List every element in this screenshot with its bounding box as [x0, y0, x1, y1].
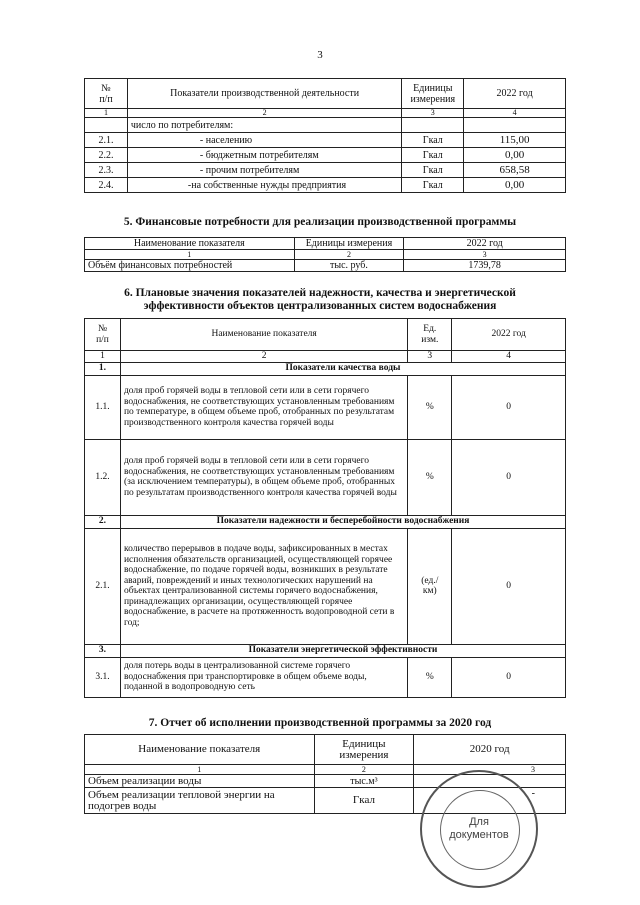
- row-unit: тыс.м³: [314, 775, 414, 788]
- table-row: [85, 528, 566, 644]
- row-value: 658,58: [464, 163, 566, 178]
- row-unit: Гкал: [402, 133, 464, 148]
- row-unit: (ед./ км): [408, 528, 452, 644]
- row-num: 2.1.: [85, 133, 128, 148]
- row-value: 0,00: [464, 148, 566, 163]
- table-row: [85, 657, 566, 697]
- index-cell: 1: [85, 250, 295, 260]
- row-name: -на собственные нужды предприятия: [127, 178, 401, 193]
- row-name: Объем реализации тепловой энергии на подогрев воды: [85, 788, 315, 814]
- section6-title: [0, 287, 640, 313]
- header-year: 2022 год: [404, 238, 566, 250]
- row-name: - бюджетным потребителям: [127, 148, 401, 163]
- row-num: 2.2.: [85, 148, 128, 163]
- row-unit: Гкал: [402, 178, 464, 193]
- header-indicator: Показатели производственной деятельности: [127, 79, 401, 109]
- index-cell: 3: [408, 351, 452, 363]
- header-indicator-name: Наименование показателя: [85, 735, 315, 765]
- row-text: количество перерывов в подаче воды, зафиксированных в местах исполнения обязательств организацией, осуществляющей горячее водоснабжение, по подаче горячей воды, возникших в результате аварий, повреждений и иных технологических нарушений на объектах централизованной системы горячего водоснабжения, принадлежащих организации, осуществляющей горячее водоснабжение, в расчете на протяженность водопроводной сети в год;: [120, 528, 407, 644]
- row-num: 2.4.: [85, 178, 128, 193]
- row-value: 0: [452, 528, 566, 644]
- row-name: - населению: [127, 133, 401, 148]
- group-title: Показатели качества воды: [120, 362, 565, 375]
- table-header-row: [85, 79, 566, 109]
- row-num: 3.1.: [85, 657, 121, 697]
- row-num: 2.1.: [85, 528, 121, 644]
- row-value: 0: [452, 439, 566, 515]
- group-num: 1.: [85, 362, 121, 375]
- section6-title-line1: 6. Плановые значения показателей надежности, качества и энергетической: [124, 287, 516, 299]
- index-row: [85, 109, 566, 118]
- header-unit: Единицы измерения: [314, 735, 414, 765]
- row-name: - прочим потребителям: [127, 163, 401, 178]
- table-row: [85, 148, 566, 163]
- section7-title: 7. Отчет об исполнении производственной программы за 2020 год: [148, 717, 492, 729]
- table-row: [85, 439, 566, 515]
- subheader-consumers: число по потребителям:: [127, 118, 401, 133]
- header-year: 2022 год: [464, 79, 566, 109]
- row-name: Объем реализации воды: [85, 775, 315, 788]
- row-unit: Гкал: [402, 148, 464, 163]
- row-unit: тыс. руб.: [294, 260, 404, 272]
- reliability-indicators-table: [84, 318, 566, 698]
- row-value: 1739,78: [404, 260, 566, 272]
- group-num: 2.: [85, 515, 121, 528]
- row-value: 0: [452, 657, 566, 697]
- table-row: [85, 118, 566, 133]
- index-cell: 3: [402, 109, 464, 118]
- index-cell: 4: [464, 109, 566, 118]
- header-num: № п/п: [85, 79, 128, 109]
- index-cell: 2: [314, 765, 414, 775]
- header-unit: Единицы измерения: [402, 79, 464, 109]
- header-num: № п/п: [85, 319, 121, 351]
- header-unit: Ед. изм.: [408, 319, 452, 351]
- group-row: [85, 644, 566, 657]
- row-text: доля проб горячей воды в тепловой сети или в сети горячего водоснабжения, не соответствующих установленным требованиям по температуре, в общем объеме проб, отобранных по результатам производственного контроля качества горячей воды: [120, 375, 407, 439]
- table-row: [85, 260, 566, 272]
- index-cell: 2: [294, 250, 404, 260]
- row-unit: Гкал: [314, 788, 414, 814]
- row-text: доля потерь воды в централизованной системе горячего водоснабжения при транспортировке в общем объеме воды, поданной в водопроводную сеть: [120, 657, 407, 697]
- table-row: [85, 163, 566, 178]
- index-cell: 3: [404, 250, 566, 260]
- group-title: Показатели надежности и бесперебойности водоснабжения: [120, 515, 565, 528]
- index-cell: 2: [127, 109, 401, 118]
- official-stamp: [420, 770, 538, 888]
- row-value: 0,00: [464, 178, 566, 193]
- table-header-row: [85, 238, 566, 250]
- row-unit: %: [408, 657, 452, 697]
- index-cell: 2: [120, 351, 407, 363]
- index-cell: 1: [85, 765, 315, 775]
- group-title: Показатели энергетической эффективности: [120, 644, 565, 657]
- header-year: 2020 год: [414, 735, 566, 765]
- production-indicators-table: [84, 78, 566, 193]
- table-row: [85, 178, 566, 193]
- row-num: 2.3.: [85, 163, 128, 178]
- row-value: -: [414, 788, 566, 814]
- row-unit: %: [408, 439, 452, 515]
- row-value: 0: [452, 375, 566, 439]
- index-cell: 1: [85, 351, 121, 363]
- row-value: 115,00: [464, 133, 566, 148]
- page-number: 3: [317, 49, 323, 61]
- empty-cell: [85, 118, 128, 133]
- table-header-row: [85, 319, 566, 351]
- financial-needs-table: [84, 237, 566, 272]
- group-row: [85, 362, 566, 375]
- row-name: Объём финансовых потребностей: [85, 260, 295, 272]
- row-num: 1.1.: [85, 375, 121, 439]
- table-row: [85, 375, 566, 439]
- table-row: [85, 133, 566, 148]
- section6-title-line2: эффективности объектов централизованных систем водоснабжения: [143, 300, 497, 312]
- section5-title: 5. Финансовые потребности для реализации производственной программы: [123, 216, 517, 228]
- header-indicator-name: Наименование показателя: [120, 319, 407, 351]
- stamp-text: Для документов: [449, 816, 509, 841]
- index-cell: 1: [85, 109, 128, 118]
- group-num: 3.: [85, 644, 121, 657]
- index-cell: 4: [452, 351, 566, 363]
- empty-cell: [402, 118, 464, 133]
- row-num: 1.2.: [85, 439, 121, 515]
- index-row: [85, 250, 566, 260]
- header-year: 2022 год: [452, 319, 566, 351]
- group-row: [85, 515, 566, 528]
- header-unit: Единицы измерения: [294, 238, 404, 250]
- empty-cell: [464, 118, 566, 133]
- row-unit: %: [408, 375, 452, 439]
- header-indicator-name: Наименование показателя: [85, 238, 295, 250]
- row-unit: Гкал: [402, 163, 464, 178]
- index-cell: 3: [414, 765, 566, 775]
- index-row: [85, 351, 566, 363]
- table-header-row: [85, 735, 566, 765]
- row-text: доля проб горячей воды в тепловой сети или в сети горячего водоснабжения, не соответствующих установленным требованиям (за исключением температуры), в общем объеме проб, отобранных по результатам производственного контроля качества горячей воды: [120, 439, 407, 515]
